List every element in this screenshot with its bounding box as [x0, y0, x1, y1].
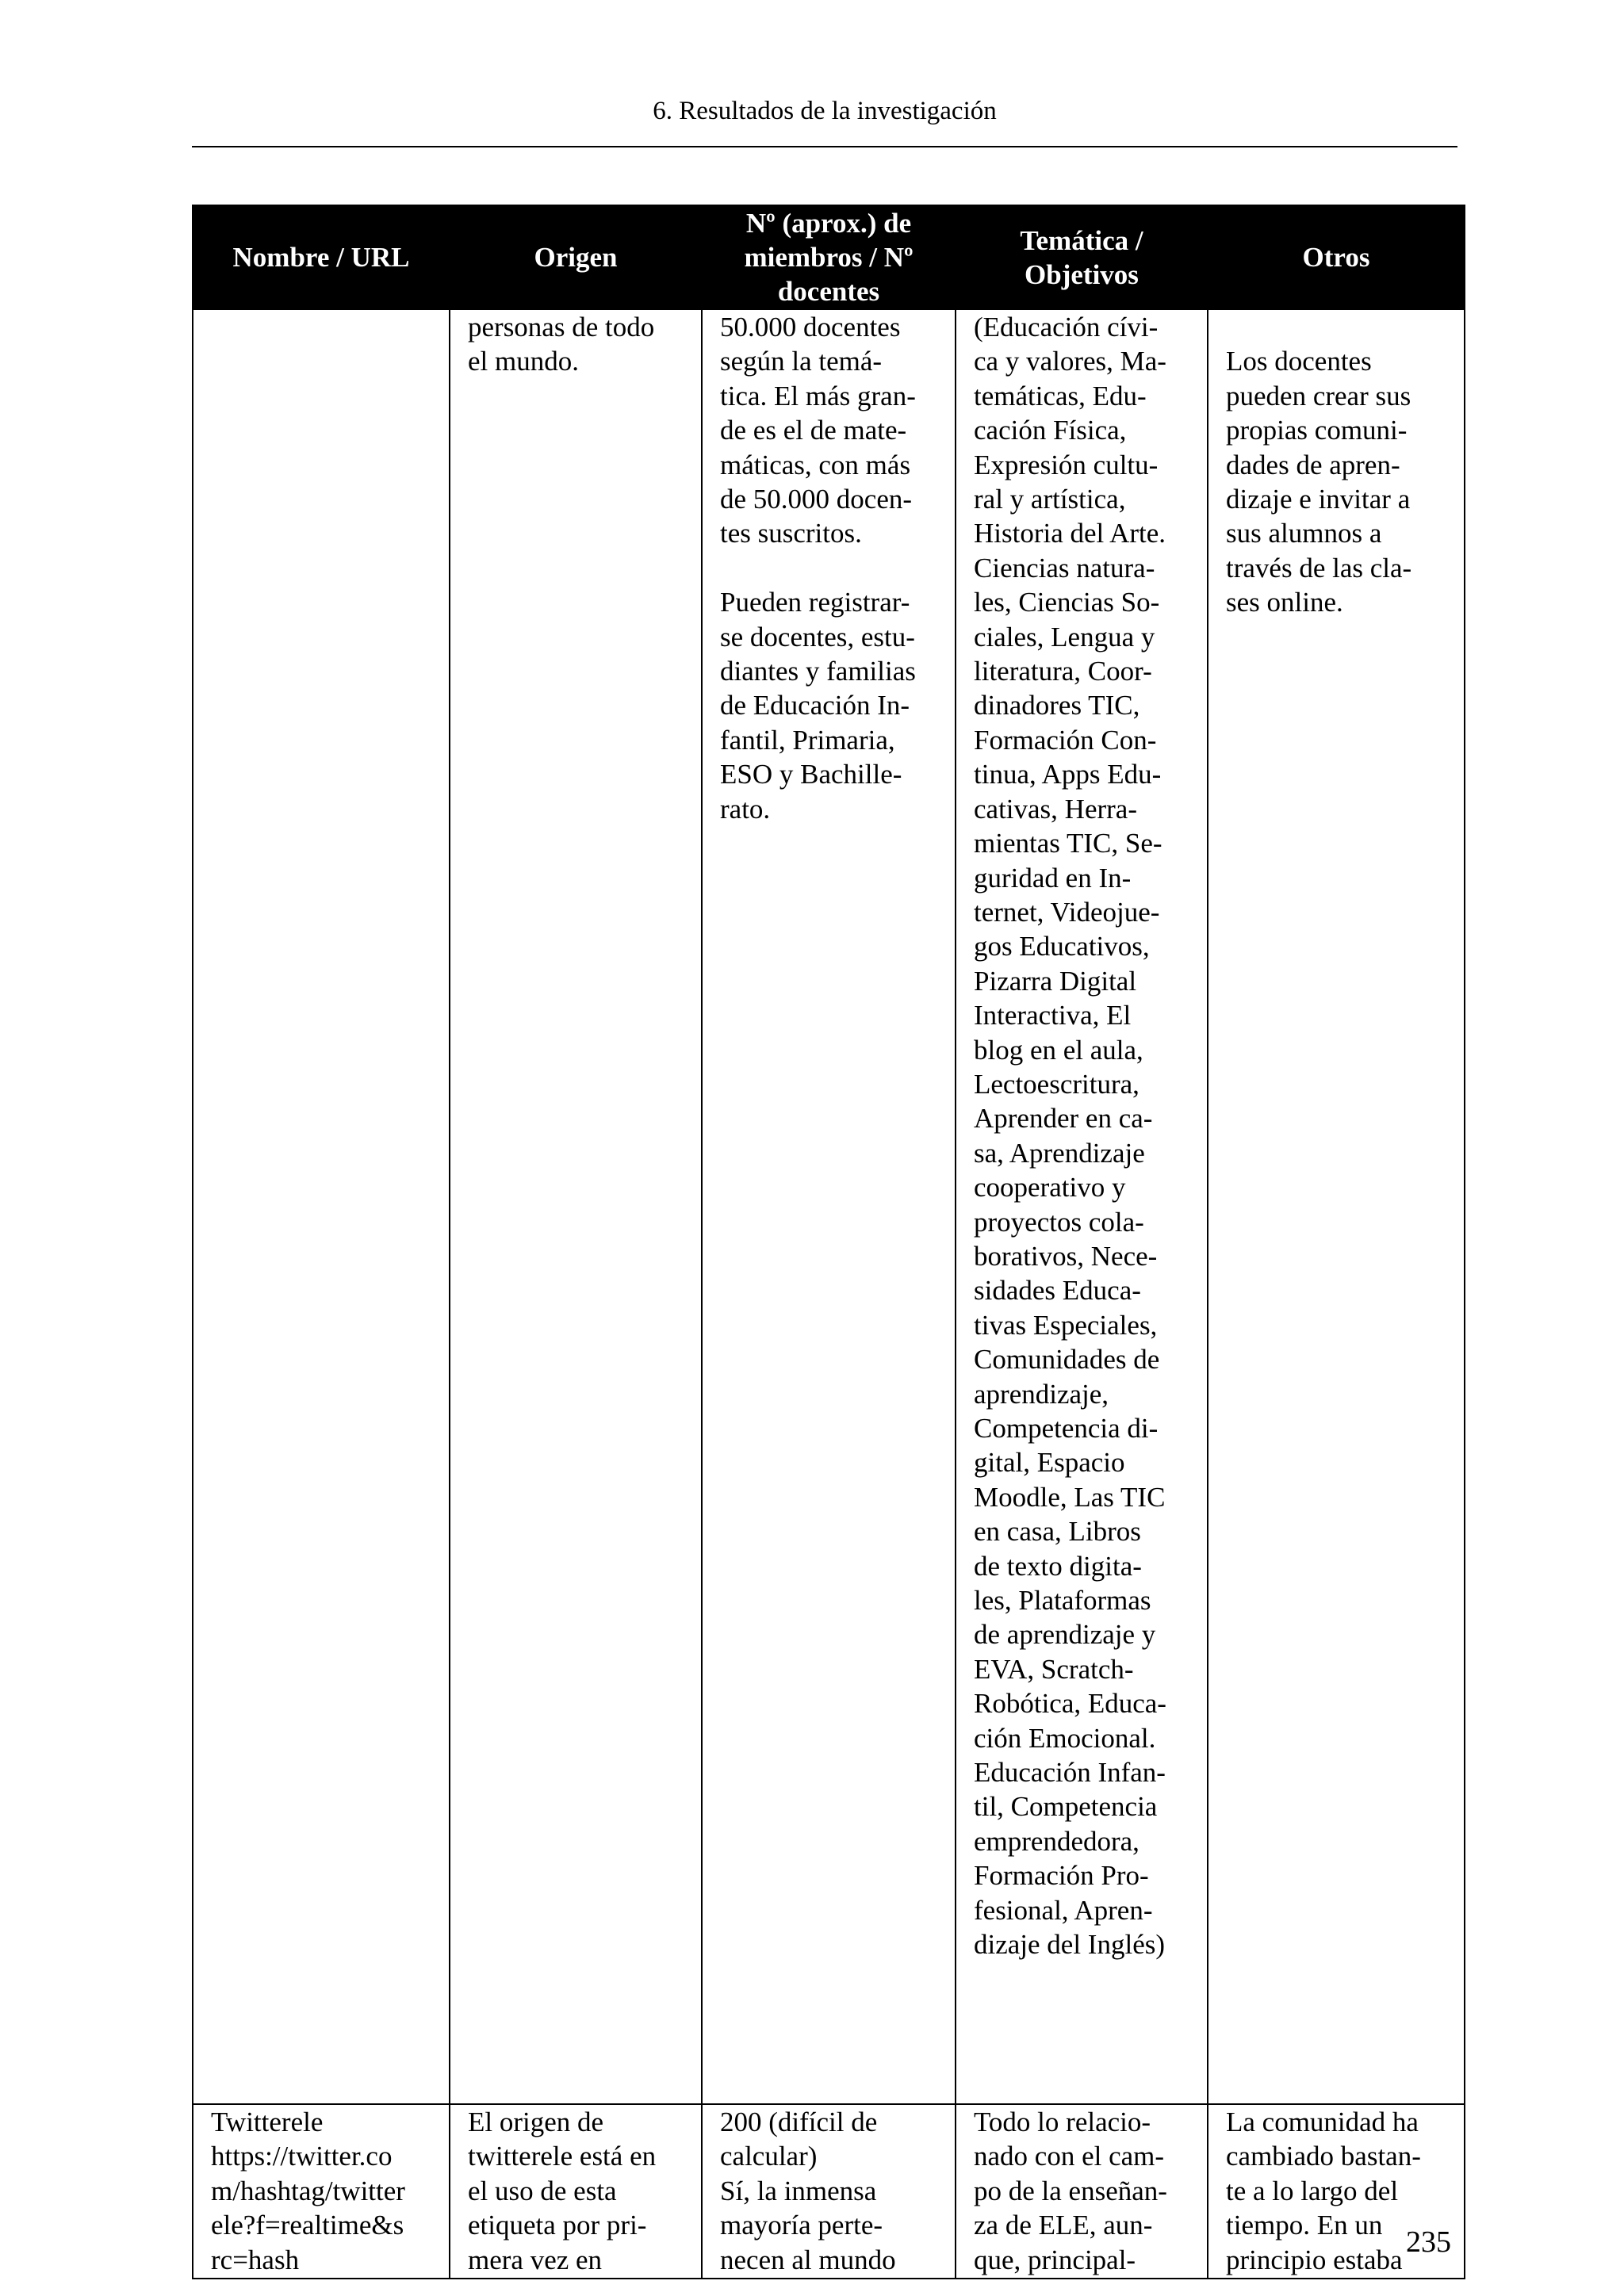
cell-theme: [956, 2104, 1208, 2279]
table-row: [193, 2104, 1465, 2279]
cell-name: [193, 309, 450, 2104]
header-members: Nº (aprox.) de miembros / Nº docentes: [702, 205, 956, 309]
cell-name: [193, 2104, 450, 2279]
cell-others-text: Los docentes pueden crear sus propias comuni- dades de apren- dizaje e invitar a sus alumnos a través de las cla- ses online.: [1226, 346, 1412, 618]
header-name-url: Nombre / URL: [193, 205, 450, 309]
header-origin: Origen: [450, 205, 702, 309]
header-others: Otros: [1208, 205, 1465, 309]
cell-origin: [450, 309, 702, 2104]
cell-origin-text: personas de todo el mundo.: [468, 312, 655, 377]
cell-name-text: Twitterele https://twitter.co m/hashtag/twitter ele?f=realtime&s rc=hash: [211, 2107, 405, 2275]
table-header-row: [193, 205, 1465, 309]
cell-origin-text: El origen de twitterele está en el uso de esta etiqueta por pri- mera vez en: [468, 2107, 657, 2275]
communities-table: [192, 205, 1465, 2279]
cell-others-text: La comunidad ha cambiado bastan- te a lo largo del tiempo. En un principio estaba: [1226, 2107, 1421, 2275]
header-rule: [192, 146, 1457, 147]
running-head: 6. Resultados de la investigación: [653, 97, 997, 125]
cell-theme-text: (Educación cívi- ca y valores, Ma- temáticas, Edu- cación Física, Expresión cultu- ral y artística, Historia del Arte. Ciencias natura- les, Ciencias So- ciales, Lengua y literatura, Coor- dinadores TIC, Formación Con- tinua, Apps Edu- cativas, Herra- mientas TIC, Se- guridad en In- ternet, Videojue- gos Educativos, Pizarra Digital Interactiva, El blog en el aula, Lectoescritura, Aprender en ca- sa, Aprendizaje cooperativo y proyectos cola- borativos, Nece- sidades Educa- tivas Especiales, Comunidades de aprendizaje, Competencia di- gital, Espacio Moodle, Las TIC en casa, Libros de texto digita- les, Plataformas de aprendizaje y EVA, Scratch- Robótica, Educa- ción Emocional. Educación Infan- til, Competencia emprendedora, Formación Pro- fesional, Apren- dizaje del Inglés): [974, 312, 1166, 1961]
cell-origin: [450, 2104, 702, 2279]
cell-theme-text: Todo lo relacio- nado con el cam- po de la enseñan- za de ELE, aun- que, principal-: [974, 2107, 1167, 2275]
header-theme: Temática / Objetivos: [956, 205, 1208, 309]
page-number: 235: [1406, 2225, 1451, 2259]
cell-members-text: 50.000 docentes según la temá- tica. El más gran- de es el de mate- máticas, con más de 50.000 docen- tes suscritos. Pueden registrar- se docentes, estu- diantes y familias de Educación In- fantil, Primaria, ESO y Bachille- rato.: [720, 312, 916, 825]
table-row: [193, 309, 1465, 2104]
cell-theme: [956, 309, 1208, 2104]
cell-others: [1208, 309, 1465, 2104]
cell-members: [702, 2104, 956, 2279]
cell-members: [702, 309, 956, 2104]
cell-members-text: 200 (difícil de calcular) Sí, la inmensa mayoría perte- necen al mundo: [720, 2107, 896, 2275]
